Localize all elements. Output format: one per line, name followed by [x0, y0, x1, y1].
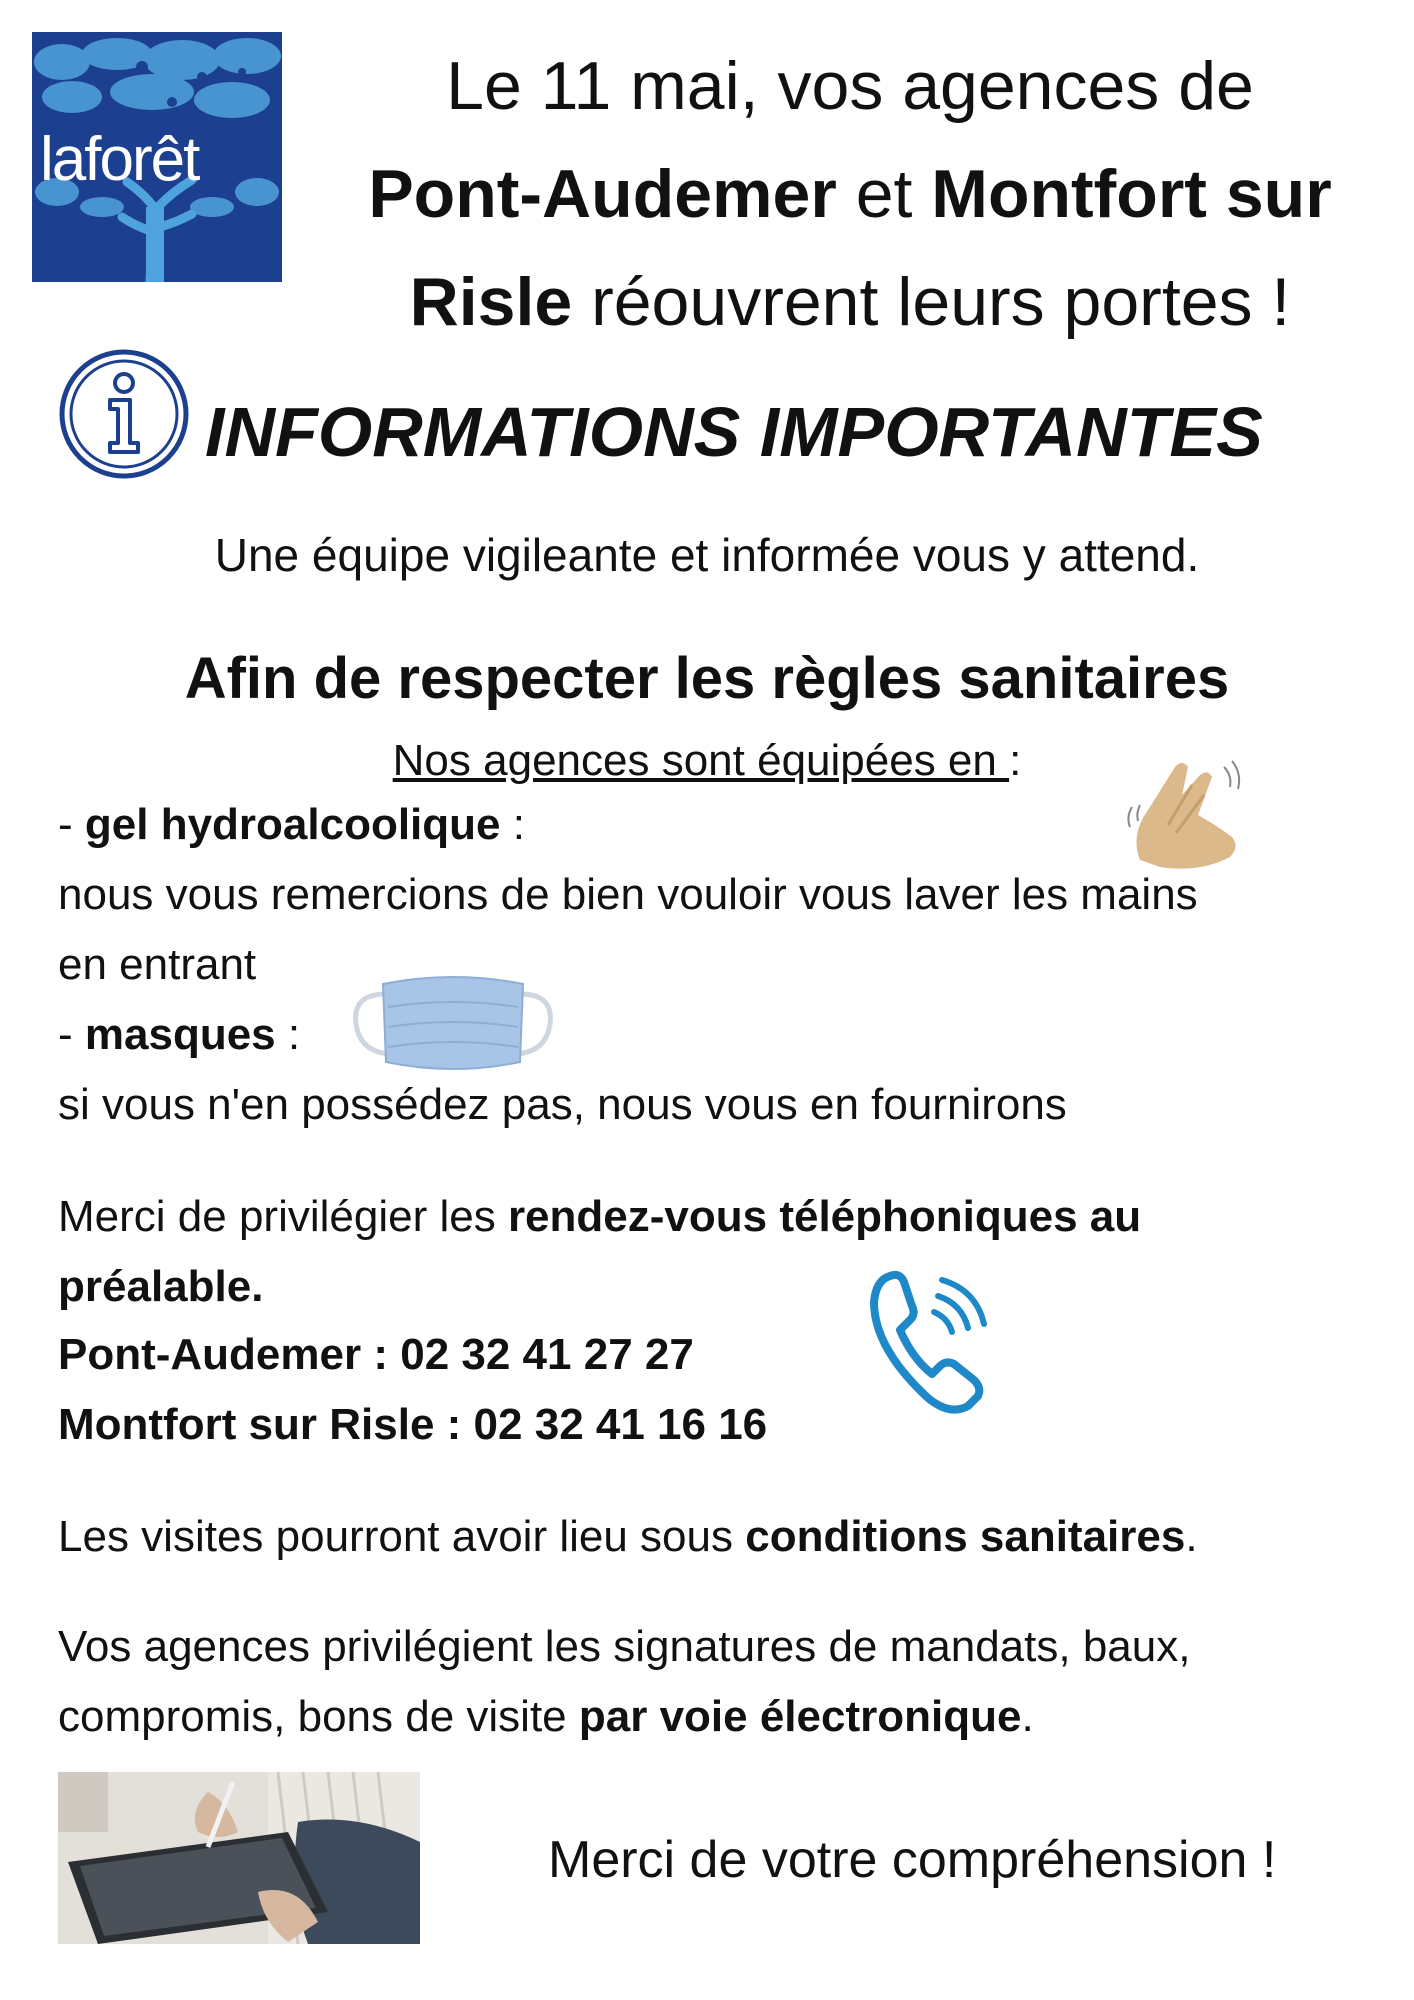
- mask-instructions: si vous n'en possédez pas, nous vous en fournirons: [58, 1080, 1067, 1129]
- equipment-label: Nos agences sont équipées en: [392, 736, 1010, 785]
- headline-reopen: réouvrent leurs portes !: [572, 264, 1291, 340]
- signatures-line-1: Vos agences privilégient les signatures de mandats, baux,: [58, 1622, 1191, 1671]
- phone-intro-bold: rendez-vous téléphoniques au: [507, 1192, 1142, 1241]
- phone-pont-audemer-text: Pont-Audemer : 02 32 41 27 27: [58, 1330, 694, 1379]
- headline-line-2: [300, 140, 1400, 248]
- signatures-end: .: [1021, 1692, 1034, 1741]
- rules-title: Afin de respecter les règles sanitaires: [184, 646, 1230, 711]
- team-line: Une équipe vigileante et informée vous y attend.: [214, 529, 1200, 581]
- section-title: INFORMATIONS IMPORTANTES: [205, 393, 1263, 471]
- mask-colon: :: [275, 1010, 301, 1059]
- phone-intro-2: [58, 1262, 263, 1312]
- headline-town-1: Pont-Audemer: [368, 156, 837, 232]
- phone-montfort-text: Montfort sur Risle : 02 32 41 16 16: [58, 1400, 768, 1449]
- mask-item: [58, 1010, 300, 1060]
- gel-item: [58, 800, 525, 850]
- gel-label: gel hydroalcoolique: [84, 800, 501, 849]
- signatures-bold: par voie électronique: [578, 1692, 1022, 1741]
- signatures-line-2: [58, 1692, 1034, 1742]
- headline: [300, 32, 1400, 356]
- tablet-illustration: [58, 1772, 420, 1944]
- visits-end: .: [1185, 1512, 1198, 1561]
- gel-colon: :: [500, 800, 525, 849]
- info-icon: [58, 348, 190, 480]
- gel-bullet: -: [58, 800, 85, 849]
- headline-line-1: Le 11 mai, vos agences de: [446, 48, 1254, 124]
- phone-icon: [868, 1268, 988, 1418]
- visits-line: [58, 1512, 1198, 1562]
- mask-label: masques: [84, 1010, 276, 1059]
- gel-instructions: nous vous remercions de bien vouloir vous laver les mains: [58, 870, 1198, 919]
- visits-text: Les visites pourront avoir lieu sous: [58, 1512, 746, 1561]
- headline-line-3: [300, 248, 1400, 356]
- headline-connector: et: [836, 156, 932, 232]
- phone-intro-text: Merci de privilégier les: [58, 1192, 508, 1241]
- signatures-text: compromis, bons de visite: [58, 1692, 579, 1741]
- face-mask-icon: [348, 972, 558, 1077]
- mask-bullet: -: [58, 1010, 85, 1059]
- laforet-logo: [32, 32, 282, 282]
- equipment-colon: :: [1009, 736, 1022, 785]
- gel-instructions-2: en entrant: [58, 940, 257, 989]
- phone-pont-audemer: [58, 1330, 694, 1380]
- phone-intro: [58, 1192, 1141, 1242]
- clapping-hands-icon: [1120, 755, 1252, 875]
- tablet-signature-photo: [58, 1772, 420, 1944]
- headline-town-2-b: Risle: [409, 264, 573, 340]
- headline-town-2-a: Montfort sur: [931, 156, 1332, 232]
- logo-wordmark: laforêt: [40, 125, 199, 194]
- phone-montfort: [58, 1400, 767, 1450]
- phone-intro-bold-2: préalable.: [58, 1262, 264, 1311]
- visits-bold: conditions sanitaires: [745, 1512, 1186, 1561]
- closing-message: Merci de votre compréhension !: [548, 1831, 1277, 1889]
